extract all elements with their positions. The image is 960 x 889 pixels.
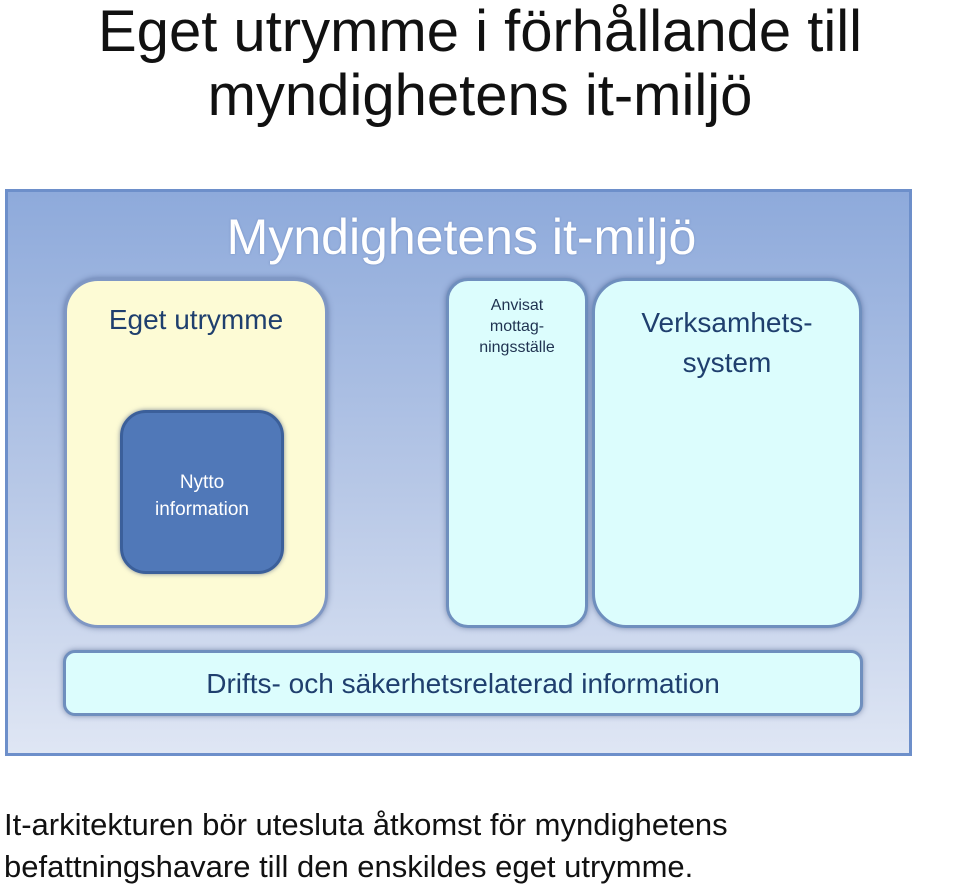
it-miljo-label: Myndighetens it-miljö [226, 209, 697, 265]
drifts-sakerhet-label: Drifts- och säkerhetsrelaterad information [206, 668, 720, 699]
anvisat-label-line-3: ningsställe [479, 339, 555, 356]
footer-text [0, 804, 960, 888]
anvisat-mottagningsstalle-label [449, 295, 585, 358]
eget-utrymme-label: Eget utrymme [108, 304, 284, 335]
slide-title-line-2: myndighetens it-miljö [207, 63, 753, 128]
slide-title [0, 0, 960, 128]
it-miljo-container [5, 189, 912, 756]
footer-line-1: It-arkitekturen bör utesluta åtkomst för myndighetens [4, 807, 728, 842]
verksamhetssystem-box [592, 278, 862, 628]
verksamhet-label-line-1: Verksamhets- [641, 307, 813, 338]
anvisat-mottagningsstalle-box [446, 278, 588, 628]
nyttoinformation-label [123, 469, 281, 523]
drifts-sakerhet-box [63, 650, 863, 716]
nyttoinformation-box [120, 410, 284, 574]
footer-line-2: befattningshavare till den enskildes eget utrymme. [4, 849, 694, 884]
slide-title-line-1: Eget utrymme i förhållande till [98, 0, 862, 64]
nyttoinformation-label-line-1: Nytto [179, 472, 225, 493]
nyttoinformation-label-line-2: information [155, 499, 249, 520]
anvisat-label-line-2: mottag- [489, 318, 545, 335]
verksamhet-label-line-2: system [682, 347, 772, 378]
anvisat-label-line-1: Anvisat [490, 297, 544, 314]
verksamhetssystem-label [595, 303, 859, 383]
